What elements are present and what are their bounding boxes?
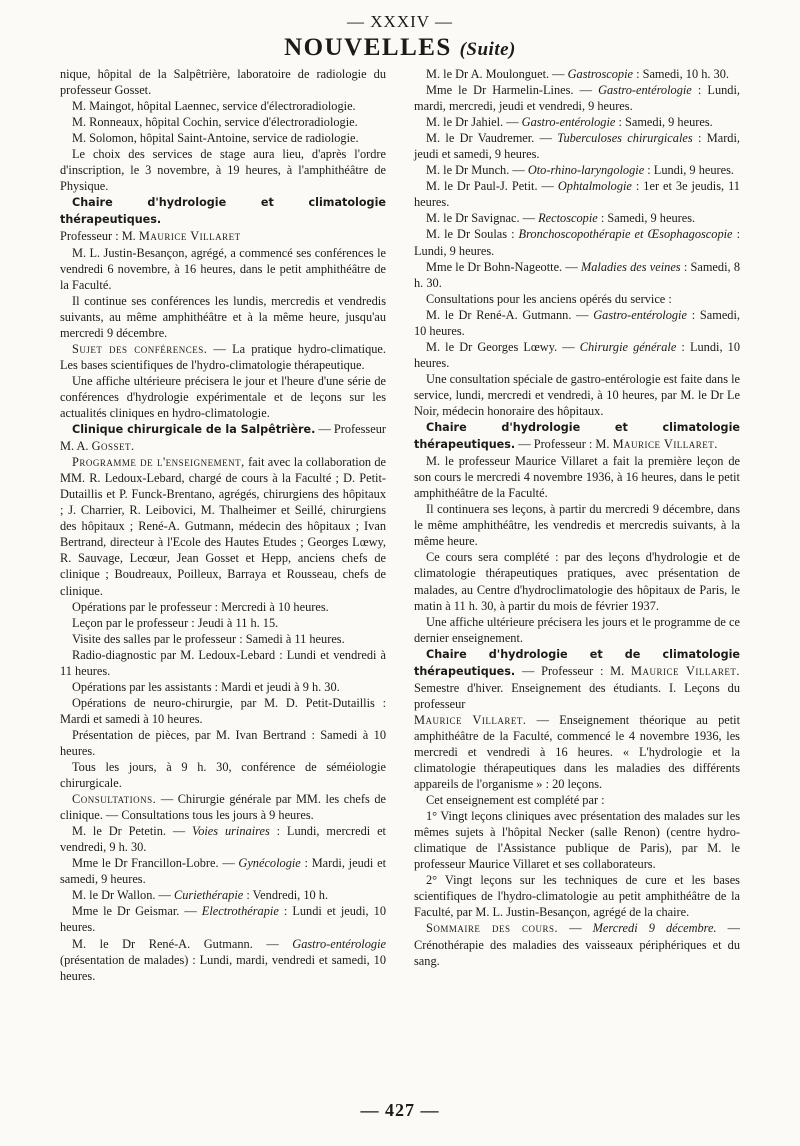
left-column [60, 66, 386, 984]
paragraph [414, 371, 740, 419]
paragraph [60, 695, 386, 727]
paragraph [60, 599, 386, 615]
paragraph-text: M. le Dr Wallon. — [72, 888, 174, 903]
paragraph [60, 66, 386, 98]
paragraph [414, 291, 740, 307]
paragraph-text: Mme le Dr Harmelin-Lines. — [426, 83, 599, 98]
paragraph [60, 887, 386, 903]
paragraph-text: — Chirurgie générale par MM. les chefs de clinique. — Consultations tous les jours à 9 heures. [60, 792, 386, 823]
paragraph-text: : Samedi, 9 heures. [615, 115, 713, 130]
paragraph-text: M. le Dr Jahiel. — [426, 115, 522, 130]
paragraph-text: Une affiche ultérieure précisera les jours et le programme de ce dernier enseignement. [414, 614, 740, 645]
paragraph [60, 647, 386, 679]
paragraph-text: : Samedi, 9 heures. [597, 211, 696, 226]
paragraph-text: Ce cours sera complété : par des leçons d'hydrologie et de climatologie thérapeutiques pratiques, avec présentation de malades, au Centre d'hydroclimatologie des hôpitaux de Paris, le matin à 11 h. 30, à partir du mois de février 1937. [414, 550, 740, 613]
paragraph-heading: Chaire d'hydrologie et climatologie thérapeutiques. [414, 421, 740, 452]
paragraph-text: Cet enseignement est complété par : [426, 793, 605, 808]
paragraph [414, 226, 740, 258]
paragraph [60, 679, 386, 695]
paragraph-text: Professeur : M. [60, 229, 139, 244]
paragraph [60, 98, 386, 114]
paragraph [60, 791, 386, 823]
paragraph-text: : Lundi, 9 heures. [644, 163, 734, 178]
paragraph-italic: Gastro-entérologie [593, 307, 687, 322]
paragraph [60, 130, 386, 146]
paragraph-text: Leçon par le professeur : Jeudi à 11 h. 15. [72, 615, 279, 630]
paragraph-text: M. Maingot, hôpital Laennec, service d'électroradiologie. [72, 99, 356, 114]
paragraph [60, 936, 386, 984]
paragraph [60, 146, 386, 194]
paragraph-italic: Rectoscopie [538, 211, 598, 226]
paragraph-text: : Mardi, jeudi et samedi, 9 heures. [60, 856, 386, 887]
paragraph-text: : Lundi, 9 heures. [414, 227, 740, 258]
paragraph-text: Visite des salles par le professeur : Samedi à 11 heures. [72, 631, 345, 646]
paragraph-text: — Crénothérapie des maladies des vaisseaux périphériques et du sang. [414, 921, 740, 968]
two-column-body [60, 66, 740, 984]
paragraph [60, 631, 386, 647]
paragraph [414, 614, 740, 646]
paragraph-text: M. Ronneaux, hôpital Cochin, service d'électroradiologie. [72, 115, 358, 130]
paragraph [414, 712, 740, 792]
paragraph-text: : Lundi et jeudi, 10 heures. [60, 904, 386, 935]
paragraph-text: Mme le Dr Geismar. — [72, 904, 202, 919]
paragraph [60, 373, 386, 421]
paragraph-heading: Clinique chirurgicale de la Salpêtrière. [72, 423, 316, 437]
paragraph-italic: Mercredi 9 décembre. [592, 921, 717, 936]
paragraph-italic: Chirurgie générale [579, 339, 677, 354]
paragraph-smallcaps: Consultations. [72, 792, 157, 807]
paragraph-text: Le choix des services de stage aura lieu, d'après l'ordre d'inscription, le 3 novembre, à 19 heures, à l'amphithéâtre de Physique. [60, 147, 386, 194]
paragraph-smallcaps: Gosset. [91, 439, 135, 454]
paragraph-text: : 1er et 3e jeudis, 11 heures. [414, 179, 740, 210]
paragraph-text: Mme le Dr Bohn-Nageotte. — [426, 259, 581, 274]
right-column [414, 66, 740, 984]
paragraph-text: M. le Dr René-A. Gutmann. — [72, 936, 293, 951]
paragraph [414, 339, 740, 371]
paragraph-smallcaps: Maurice Villaret. [414, 712, 527, 727]
paragraph-text: 2° Vingt leçons sur les techniques de cure et les bases scientifiques de l'hydro-climatologie au petit amphithéâtre de la Faculté, par M. L. Justin-Besançon, agrégé de la chaire. [414, 873, 740, 920]
paragraph-text: Il continue ses conférences les lundis, mercredis et vendredis suivants, au même amphithéâtre et à la même heure, jusqu'au mercredi 9 décembre. [60, 293, 386, 340]
paragraph [414, 66, 740, 82]
paragraph [60, 903, 386, 935]
paragraph [60, 245, 386, 293]
paragraph-text: : Lundi, mardi, mercredi, jeudi et vendredi, 9 heures. [414, 83, 740, 114]
paragraph-text: : Lundi, mercredi et vendredi, 9 h. 30. [60, 824, 386, 855]
roman-page-number: — XXXIV — [347, 12, 453, 31]
paragraph-text: — Professeur : M. [515, 437, 613, 452]
section-title-text: NOUVELLES [284, 34, 452, 61]
paragraph [60, 114, 386, 130]
paragraph [414, 210, 740, 226]
paragraph [414, 419, 740, 453]
section-title-suite: (Suite) [459, 39, 516, 60]
paragraph-italic: Gastro-entérologie [598, 83, 692, 98]
paragraph [414, 808, 740, 872]
paragraph-text: Radio-diagnostic par M. Ledoux-Lebard : Lundi et vendredi à 11 heures. [60, 647, 386, 678]
paragraph-text: — La pratique hydro-climatique. Les bases scientifiques de l'hydro-climatologie thérapeutique. [60, 341, 386, 372]
paragraph-text: : Samedi, 8 h. 30. [414, 259, 740, 290]
paragraph-italic: Ophtalmologie [557, 179, 632, 194]
paragraph-smallcaps: Programme de l'enseignement, [72, 455, 245, 470]
paragraph [60, 727, 386, 759]
paragraph-text: fait avec la collaboration de MM. R. Ledoux-Lebard, chargé de cours à la Faculté ; D. Petit-Dutaillis et P. Funck-Brentano, agrégés, chirurgiens des hôpitaux ; J. Charrier, R. Leibovici, M. Thalheimer et Seillé, chirurgiens des hôpitaux ; René-A. Gutmann, médecin des hôpitaux ; Ivan Bertrand, directeur à l'Ecole des Hautes Etudes ; Georges Lœwy, R. Sauvage, Lecœur, Jean Gosset et Hepp, anciens chefs de clinique ; Boudreaux, Poilleux, Barraya et Rousseau, chefs de clinique. [60, 455, 386, 598]
paragraph [414, 872, 740, 920]
paragraph [60, 759, 386, 791]
paragraph [414, 792, 740, 808]
paragraph-text: M. le Dr Munch. — [426, 163, 528, 178]
paragraph-italic: Oto-rhino-laryngologie [527, 163, 645, 178]
paragraph-smallcaps: Sommaire des cours. [426, 921, 559, 936]
paragraph [60, 855, 386, 887]
paragraph-text: M. Solomon, hôpital Saint-Antoine, service de radiologie. [72, 131, 359, 146]
paragraph-text: M. le Dr Petetin. — [72, 824, 193, 839]
paragraph-smallcaps: Maurice Villaret. [612, 437, 718, 452]
paragraph-heading: Chaire d'hydrologie et climatologie thérapeutiques. [60, 196, 386, 227]
paragraph-italic: Bronchoscopothérapie et Œsophagoscopie [518, 227, 733, 242]
paragraph-text: : Lundi, 10 heures. [414, 339, 740, 370]
paragraph-text: Opérations de neuro-chirurgie, par M. D. Petit-Dutaillis : Mardi et samedi à 10 heures. [60, 695, 386, 726]
paragraph-text: — [558, 921, 593, 936]
paragraph [60, 341, 386, 373]
paragraph-italic: Maladies des veines [580, 259, 681, 274]
paragraph-text: M. L. Justin-Besançon, agrégé, a commencé ses conférences le vendredi 6 novembre, à 16 heures, dans le petit amphithéâtre de la Faculté. [60, 245, 386, 292]
paragraph-text: Présentation de pièces, par M. Ivan Bertrand : Samedi à 10 heures. [60, 727, 386, 758]
paragraph [60, 823, 386, 855]
paragraph-text: : Samedi, 10 h. 30. [632, 67, 729, 81]
paragraph [414, 178, 740, 210]
paragraph-italic: Electrothérapie [201, 904, 279, 919]
paragraph [60, 421, 386, 454]
paragraph-smallcaps: Maurice Villaret [138, 229, 241, 244]
paragraph-text: M. le Dr Savignac. — [426, 211, 539, 226]
paragraph-text: Une affiche ultérieure précisera le jour et l'heure d'une série de conférences d'hydrologie expérimentale et de leçons sur les actualités cliniques en hydro-climatologie. [60, 373, 386, 420]
paragraph-italic: Gastro-entérologie [521, 115, 616, 130]
paragraph [60, 228, 386, 244]
paragraph-text: Consultations pour les anciens opérés du service : [426, 291, 672, 306]
paragraph-text: : Vendredi, 10 h. [243, 888, 329, 903]
paragraph-text: M. le Dr René-A. Gutmann. — [426, 307, 594, 322]
paragraph-text: 1° Vingt leçons cliniques avec présentation des malades sur les mêmes sujets à l'hôpital Necker (salle Renon) (centre hydro-climatique de l'Assistance publique de Paris), par M. le professeur Maurice Villaret et ses collaborateurs. [414, 809, 740, 872]
paragraph-italic: Gastro-entérologie [292, 936, 386, 951]
paragraph-text: M. le Dr Soulas : [426, 227, 519, 242]
paragraph-italic: Curiethérapie [173, 888, 244, 903]
paragraph-text: : Samedi, 10 heures. [414, 307, 740, 338]
paragraph [60, 615, 386, 631]
paragraph-text: Opérations par les assistants : Mardi et jeudi à 9 h. 30. [72, 679, 340, 694]
paragraph-smallcaps: Sujet des conférences. [72, 341, 208, 356]
paragraph-text: M. le professeur Maurice Villaret a fait la première leçon de son cours le mercredi 4 novembre 1936, à 16 heures, dans le petit amphithéâtre de la Faculté. [414, 454, 740, 501]
paragraph-italic: Gastroscopie [567, 67, 633, 81]
paragraph-text: — Professeur M. A. [60, 422, 387, 454]
paragraph-heading: Chaire d'hydrologie et de climatologie thérapeutiques. [414, 647, 740, 678]
paragraph-text: (présentation de malades) : Lundi, mardi, vendredi et samedi, 10 heures. [60, 952, 386, 983]
paragraph [60, 194, 386, 228]
paragraph [60, 454, 386, 598]
paragraph-smallcaps: Maurice Villaret. [630, 663, 740, 678]
paragraph [414, 453, 740, 501]
paragraph [414, 162, 740, 178]
paragraph-italic: Gynécologie [238, 856, 301, 871]
paragraph [414, 920, 740, 968]
paragraph-text: Opérations par le professeur : Mercredi à 10 heures. [72, 599, 329, 614]
paragraph [414, 259, 740, 291]
paragraph-text: M. le Dr A. Moulonguet. — [426, 67, 568, 81]
paragraph-text: Semestre d'hiver. Enseignement des étudiants. I. Leçons du professeur [414, 680, 740, 711]
paragraph-text: Une consultation spéciale de gastro-entérologie est faite dans le service, lundi, mercredi et vendredi, à 10 heures, par M. le Dr Le Noir, médecin honoraire des hôpitaux. [414, 371, 740, 418]
paragraph-text: — Professeur : M. [515, 663, 631, 678]
paragraph [414, 501, 740, 549]
paragraph-text: Mme le Dr Francillon-Lobre. — [72, 856, 239, 871]
paragraph [414, 646, 740, 712]
paragraph [414, 130, 740, 162]
paragraph-text: — Enseignement théorique au petit amphithéâtre de la Faculté, commencé le 4 novembre 1936, les mercredi et vendredi à 16 heures. « L'hydrologie et la climatologie thérapeutiques dans les maladies des différents appareils de l'organisme » : 20 leçons. [414, 712, 741, 792]
paragraph [414, 549, 740, 613]
paragraph-text: Il continuera ses leçons, à partir du mercredi 9 décembre, dans le même amphithéâtre, les vendredis et mercredis suivants, à la même heure. [414, 502, 740, 549]
paragraph [414, 114, 740, 130]
paragraph-text: nique, hôpital de la Salpêtrière, laboratoire de radiologie du professeur Gosset. [60, 67, 386, 98]
paragraph [414, 307, 740, 339]
paragraph [414, 82, 740, 114]
paragraph [60, 293, 386, 341]
paragraph-text: : Mardi, jeudi et samedi, 9 heures. [414, 131, 740, 162]
paragraph-italic: Voies urinaires [192, 824, 270, 839]
paragraph-text: M. le Dr Paul-J. Petit. — [426, 179, 558, 194]
paragraph-text: M. le Dr Georges Lœwy. — [426, 339, 580, 354]
section-title [60, 34, 740, 62]
paragraph-text: M. le Dr Vaudremer. — [426, 131, 558, 146]
paragraph-text: Tous les jours, à 9 h. 30, conférence de séméiologie chirurgicale. [60, 760, 386, 791]
page-number: — 427 — [360, 1100, 440, 1120]
paragraph-italic: Tuberculoses chirurgicales [557, 131, 693, 146]
